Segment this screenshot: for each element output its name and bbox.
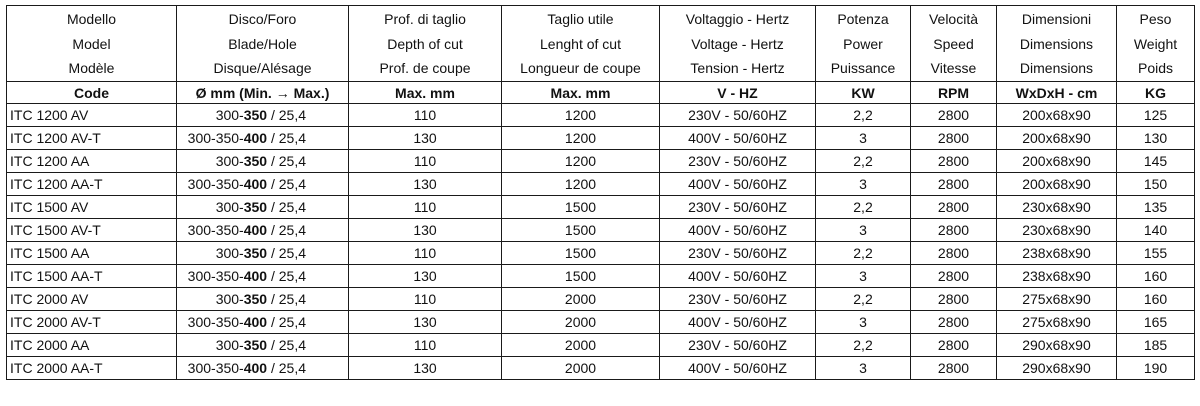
- header-model: Modello Model Modèle: [7, 6, 177, 82]
- blade-hole: / 25,4: [267, 107, 306, 123]
- cell-power: 3: [816, 265, 911, 288]
- cell-depth: 130: [349, 219, 502, 242]
- cell-depth: 130: [349, 357, 502, 380]
- header-blade: Disco/Foro Blade/Hole Disque/Alésage: [177, 6, 349, 82]
- cell-power: 3: [816, 219, 911, 242]
- cell-code: ITC 1200 AA: [7, 150, 177, 173]
- blade-max: 350: [243, 107, 268, 123]
- table-row: [7, 219, 1195, 242]
- cell-dimensions: 230x68x90: [997, 219, 1117, 242]
- table-row: [7, 242, 1195, 265]
- cell-code: ITC 2000 AA: [7, 334, 177, 357]
- unit-blade: Ø mm (Min. → Max.): [177, 82, 349, 104]
- blade-max: 400: [243, 176, 268, 192]
- cell-dimensions: 290x68x90: [997, 334, 1117, 357]
- table-row: [7, 311, 1195, 334]
- cell-speed: 2800: [911, 311, 997, 334]
- cell-weight: 145: [1117, 150, 1195, 173]
- cell-depth: 110: [349, 196, 502, 219]
- cell-dimensions: 200x68x90: [997, 150, 1117, 173]
- cell-speed: 2800: [911, 127, 997, 150]
- cell-length: 2000: [502, 357, 660, 380]
- cell-power: 3: [816, 357, 911, 380]
- blade-hole: / 25,4: [267, 314, 306, 330]
- unit-speed: RPM: [911, 82, 997, 104]
- cell-depth: 130: [349, 127, 502, 150]
- cell-voltage: 230V - 50/60HZ: [660, 104, 816, 127]
- cell-power: 2,2: [816, 150, 911, 173]
- blade-prefix: 300-: [215, 337, 244, 353]
- unit-length: Max. mm: [502, 82, 660, 104]
- cell-dimensions: 238x68x90: [997, 265, 1117, 288]
- header-names-row: [7, 6, 1195, 82]
- cell-blade: [177, 334, 349, 357]
- cell-length: 1200: [502, 104, 660, 127]
- table-row: [7, 104, 1195, 127]
- cell-depth: 110: [349, 334, 502, 357]
- cell-speed: 2800: [911, 196, 997, 219]
- blade-hole: / 25,4: [267, 291, 306, 307]
- blade-prefix: 300-350-: [187, 360, 244, 376]
- cell-dimensions: 290x68x90: [997, 357, 1117, 380]
- cell-blade: [177, 127, 349, 150]
- cell-dimensions: 200x68x90: [997, 104, 1117, 127]
- blade-max: 350: [243, 291, 268, 307]
- cell-length: 1500: [502, 219, 660, 242]
- cell-length: 2000: [502, 311, 660, 334]
- cell-power: 3: [816, 311, 911, 334]
- table-row: [7, 196, 1195, 219]
- cell-speed: 2800: [911, 150, 997, 173]
- cell-dimensions: 200x68x90: [997, 127, 1117, 150]
- cell-depth: 110: [349, 288, 502, 311]
- cell-blade: [177, 242, 349, 265]
- cell-power: 2,2: [816, 288, 911, 311]
- cell-voltage: 400V - 50/60HZ: [660, 311, 816, 334]
- cell-weight: 160: [1117, 265, 1195, 288]
- blade-prefix: 300-: [215, 245, 244, 261]
- blade-prefix: 300-: [215, 199, 244, 215]
- cell-voltage: 230V - 50/60HZ: [660, 288, 816, 311]
- cell-power: 2,2: [816, 196, 911, 219]
- blade-max: 400: [243, 222, 268, 238]
- cell-weight: 185: [1117, 334, 1195, 357]
- table-row: [7, 265, 1195, 288]
- blade-hole: / 25,4: [267, 268, 306, 284]
- cell-weight: 140: [1117, 219, 1195, 242]
- cell-voltage: 400V - 50/60HZ: [660, 265, 816, 288]
- blade-hole: / 25,4: [267, 222, 306, 238]
- cell-weight: 190: [1117, 357, 1195, 380]
- cell-weight: 150: [1117, 173, 1195, 196]
- cell-length: 1200: [502, 127, 660, 150]
- blade-hole: / 25,4: [267, 337, 306, 353]
- header-speed: Velocità Speed Vitesse: [911, 6, 997, 82]
- header-dimensions: Dimensioni Dimensions Dimensions: [997, 6, 1117, 82]
- table-row: [7, 150, 1195, 173]
- cell-power: 2,2: [816, 334, 911, 357]
- unit-dimensions: WxDxH - cm: [997, 82, 1117, 104]
- cell-power: 3: [816, 127, 911, 150]
- blade-prefix: 300-350-: [187, 176, 244, 192]
- blade-prefix: 300-350-: [187, 314, 244, 330]
- cell-blade: [177, 265, 349, 288]
- cell-voltage: 400V - 50/60HZ: [660, 357, 816, 380]
- cell-depth: 130: [349, 311, 502, 334]
- header-voltage: Voltaggio - Hertz Voltage - Hertz Tension - Hertz: [660, 6, 816, 82]
- cell-voltage: 230V - 50/60HZ: [660, 196, 816, 219]
- blade-hole: / 25,4: [267, 360, 306, 376]
- cell-power: 2,2: [816, 242, 911, 265]
- cell-voltage: 230V - 50/60HZ: [660, 334, 816, 357]
- cell-length: 1500: [502, 242, 660, 265]
- blade-max: 400: [243, 314, 268, 330]
- table-row: [7, 127, 1195, 150]
- blade-prefix: 300-350-: [187, 130, 244, 146]
- table-row: [7, 334, 1195, 357]
- blade-max: 350: [243, 337, 268, 353]
- cell-weight: 155: [1117, 242, 1195, 265]
- cell-voltage: 400V - 50/60HZ: [660, 219, 816, 242]
- cell-speed: 2800: [911, 219, 997, 242]
- blade-max: 350: [243, 199, 268, 215]
- spec-table-body: [7, 104, 1195, 380]
- cell-code: ITC 1500 AA: [7, 242, 177, 265]
- cell-blade: [177, 104, 349, 127]
- header-length: Taglio utile Lenght of cut Longueur de coupe: [502, 6, 660, 82]
- blade-max: 350: [243, 153, 268, 169]
- cell-code: ITC 2000 AV: [7, 288, 177, 311]
- cell-length: 2000: [502, 334, 660, 357]
- cell-speed: 2800: [911, 357, 997, 380]
- cell-depth: 110: [349, 242, 502, 265]
- unit-depth: Max. mm: [349, 82, 502, 104]
- cell-blade: [177, 288, 349, 311]
- cell-power: 3: [816, 173, 911, 196]
- blade-hole: / 25,4: [267, 199, 306, 215]
- blade-max: 400: [243, 360, 268, 376]
- cell-code: ITC 2000 AV-T: [7, 311, 177, 334]
- cell-code: ITC 1200 AA-T: [7, 173, 177, 196]
- unit-weight: KG: [1117, 82, 1195, 104]
- blade-hole: / 25,4: [267, 153, 306, 169]
- blade-max: 350: [243, 245, 268, 261]
- cell-speed: 2800: [911, 265, 997, 288]
- cell-depth: 130: [349, 265, 502, 288]
- table-row: [7, 173, 1195, 196]
- spec-table: [6, 5, 1195, 380]
- unit-code: Code: [7, 82, 177, 104]
- cell-blade: [177, 173, 349, 196]
- cell-voltage: 400V - 50/60HZ: [660, 127, 816, 150]
- header-depth: Prof. di taglio Depth of cut Prof. de coupe: [349, 6, 502, 82]
- cell-voltage: 400V - 50/60HZ: [660, 173, 816, 196]
- header-weight: Peso Weight Poids: [1117, 6, 1195, 82]
- blade-hole: / 25,4: [267, 130, 306, 146]
- blade-prefix: 300-350-: [187, 222, 244, 238]
- cell-blade: [177, 357, 349, 380]
- cell-power: 2,2: [816, 104, 911, 127]
- cell-weight: 130: [1117, 127, 1195, 150]
- cell-dimensions: 275x68x90: [997, 311, 1117, 334]
- cell-speed: 2800: [911, 173, 997, 196]
- cell-code: ITC 1200 AV-T: [7, 127, 177, 150]
- table-row: [7, 357, 1195, 380]
- blade-prefix: 300-350-: [187, 268, 244, 284]
- cell-depth: 110: [349, 104, 502, 127]
- spec-table-container: [6, 5, 1194, 380]
- cell-length: 1200: [502, 150, 660, 173]
- cell-length: 1200: [502, 173, 660, 196]
- cell-code: ITC 1500 AV-T: [7, 219, 177, 242]
- cell-code: ITC 1500 AV: [7, 196, 177, 219]
- cell-weight: 125: [1117, 104, 1195, 127]
- cell-weight: 135: [1117, 196, 1195, 219]
- blade-prefix: 300-: [215, 153, 244, 169]
- cell-blade: [177, 311, 349, 334]
- blade-max: 400: [243, 130, 268, 146]
- cell-dimensions: 275x68x90: [997, 288, 1117, 311]
- blade-hole: / 25,4: [267, 176, 306, 192]
- cell-dimensions: 200x68x90: [997, 173, 1117, 196]
- cell-speed: 2800: [911, 104, 997, 127]
- cell-weight: 160: [1117, 288, 1195, 311]
- cell-code: ITC 1500 AA-T: [7, 265, 177, 288]
- cell-voltage: 230V - 50/60HZ: [660, 242, 816, 265]
- blade-prefix: 300-: [215, 107, 244, 123]
- cell-dimensions: 230x68x90: [997, 196, 1117, 219]
- cell-depth: 130: [349, 173, 502, 196]
- blade-max: 400: [243, 268, 268, 284]
- cell-length: 1500: [502, 265, 660, 288]
- blade-prefix: 300-: [215, 291, 244, 307]
- cell-length: 1500: [502, 196, 660, 219]
- table-row: [7, 288, 1195, 311]
- header-power: Potenza Power Puissance: [816, 6, 911, 82]
- cell-length: 2000: [502, 288, 660, 311]
- unit-voltage: V - HZ: [660, 82, 816, 104]
- cell-blade: [177, 150, 349, 173]
- cell-speed: 2800: [911, 334, 997, 357]
- blade-hole: / 25,4: [267, 245, 306, 261]
- cell-voltage: 230V - 50/60HZ: [660, 150, 816, 173]
- cell-code: ITC 2000 AA-T: [7, 357, 177, 380]
- cell-blade: [177, 196, 349, 219]
- cell-speed: 2800: [911, 288, 997, 311]
- cell-depth: 110: [349, 150, 502, 173]
- cell-blade: [177, 219, 349, 242]
- cell-code: ITC 1200 AV: [7, 104, 177, 127]
- unit-power: KW: [816, 82, 911, 104]
- header-units-row: [7, 82, 1195, 104]
- cell-dimensions: 238x68x90: [997, 242, 1117, 265]
- cell-weight: 165: [1117, 311, 1195, 334]
- cell-speed: 2800: [911, 242, 997, 265]
